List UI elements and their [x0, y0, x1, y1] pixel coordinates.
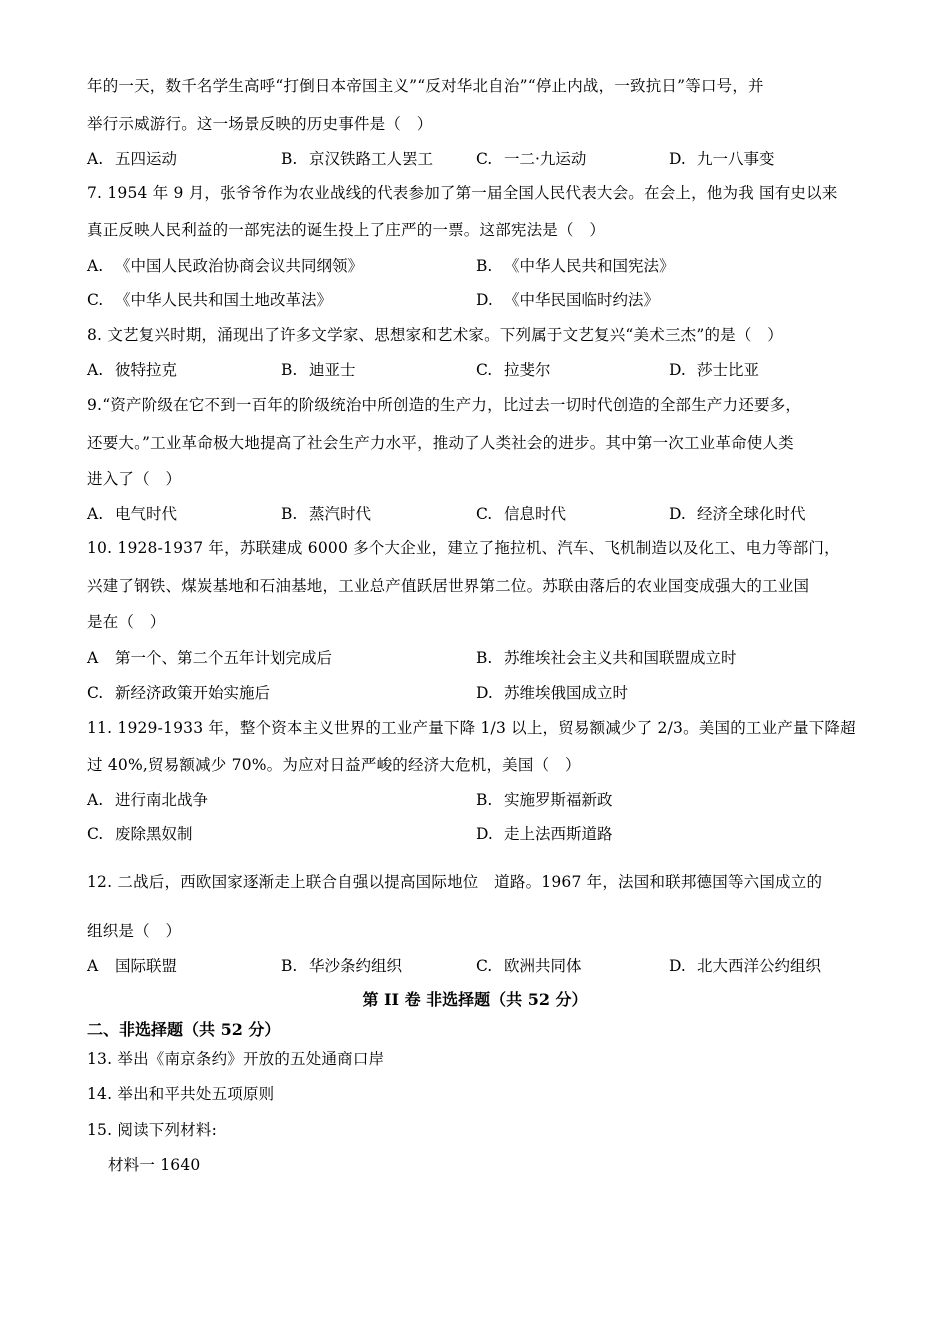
option-d: D. 莎士比亚 — [669, 361, 760, 379]
option-b: B. 苏维埃社会主义共和国联盟成立时 — [476, 649, 737, 667]
option-c: C. 废除黑奴制 — [87, 825, 193, 843]
option-a: A. 电气时代 — [87, 505, 178, 523]
option-b: B. 蒸汽时代 — [281, 505, 372, 523]
question-text-line: 过 40%,贸易额减少 70%。为应对日益严峻的经济大危机，美国（ ） — [87, 756, 581, 774]
question-text-line: 7. 1954 年 9 月，张爷爷作为农业战线的代表参加了第一届全国人民代表大会。在会上，他为我 国有史以来 — [87, 184, 838, 202]
option-d: D. 九一八事变 — [669, 150, 775, 168]
question-text-line: 举行示威游行。这一场景反映的历史事件是（ ） — [87, 115, 433, 133]
section-title: 二、非选择题（共 52 分） — [87, 1020, 281, 1039]
option-c: C. 信息时代 — [476, 505, 567, 523]
option-d: D. 经济全球化时代 — [669, 505, 806, 523]
option-a: A 第一个、第二个五年计划完成后 — [87, 649, 333, 667]
material-1: 材料一 1640 — [108, 1156, 201, 1174]
question-14: 14. 举出和平共处五项原则 — [87, 1085, 275, 1103]
question-text-line: 11. 1929-1933 年，整个资本主义世界的工业产量下降 1/3 以上，贸易额减少了 2/3。美国的工业产量下降超 — [87, 719, 856, 737]
question-text-line: 兴建了钢铁、煤炭基地和石油基地，工业总产值跃居世界第二位。苏联由落后的农业国变成强大的工业国 — [87, 577, 810, 595]
option-b: B. 京汉铁路工人罢工 — [281, 150, 434, 168]
option-a: A. 五四运动 — [87, 150, 178, 168]
option-a: A. 《中国人民政治协商会议共同纲领》 — [87, 257, 364, 275]
option-a: A. 进行南北战争 — [87, 791, 209, 809]
option-b: B. 《中华人民共和国宪法》 — [476, 257, 675, 275]
question-text-line: 是在（ ） — [87, 613, 166, 631]
question-text-line: 10. 1928-1937 年，苏联建成 6000 多个大企业，建立了拖拉机、汽车、飞机制造以及化工、电力等部门， — [87, 539, 840, 557]
question-13: 13. 举出《南京条约》开放的五处通商口岸 — [87, 1050, 385, 1068]
option-d: D. 走上法西斯道路 — [476, 825, 613, 843]
volume-title: 第 II 卷 非选择题（共 52 分） — [362, 990, 588, 1009]
option-b: B. 华沙条约组织 — [281, 957, 403, 975]
option-c: C. 欧洲共同体 — [476, 957, 582, 975]
option-b: B. 迪亚士 — [281, 361, 356, 379]
option-d: D. 北大西洋公约组织 — [669, 957, 822, 975]
question-text-line: 12. 二战后，西欧国家逐渐走上联合自强以提高国际地位 道路。1967 年，法国和联邦德国等六国成立的 — [87, 873, 823, 891]
option-c: C. 新经济政策开始实施后 — [87, 684, 271, 702]
question-text-line: 9.“资产阶级在它不到一百年的阶级统治中所创造的生产力，比过去一切时代创造的全部生产力还要多， — [87, 396, 802, 414]
option-c: C. 拉斐尔 — [476, 361, 551, 379]
question-text-line: 组织是（ ） — [87, 922, 182, 940]
question-text-line: 进入了（ ） — [87, 470, 182, 488]
option-d: D. 《中华民国临时约法》 — [476, 291, 660, 309]
option-a: A. 彼特拉克 — [87, 361, 178, 379]
option-d: D. 苏维埃俄国成立时 — [476, 684, 629, 702]
question-text-line: 真正反映人民利益的一部宪法的诞生投上了庄严的一票。这部宪法是（ ） — [87, 221, 606, 239]
question-text-line: 年的一天，数千名学生高呼“打倒日本帝国主义”“反对华北自治”“停止内战，一致抗日”等口号，并 — [87, 77, 764, 95]
question-text-line: 8. 文艺复兴时期，涌现出了许多文学家、思想家和艺术家。下列属于文艺复兴“美术三杰”的是（ ） — [87, 326, 783, 344]
option-c: C. 一二·九运动 — [476, 150, 587, 168]
option-b: B. 实施罗斯福新政 — [476, 791, 613, 809]
option-c: C. 《中华人民共和国土地改革法》 — [87, 291, 333, 309]
option-a: A 国际联盟 — [87, 957, 178, 975]
question-text-line: 还要大。”工业革命极大地提高了社会生产力水平，推动了人类社会的进步。其中第一次工业革命使人类 — [87, 434, 794, 452]
question-15: 15. 阅读下列材料: — [87, 1121, 217, 1139]
